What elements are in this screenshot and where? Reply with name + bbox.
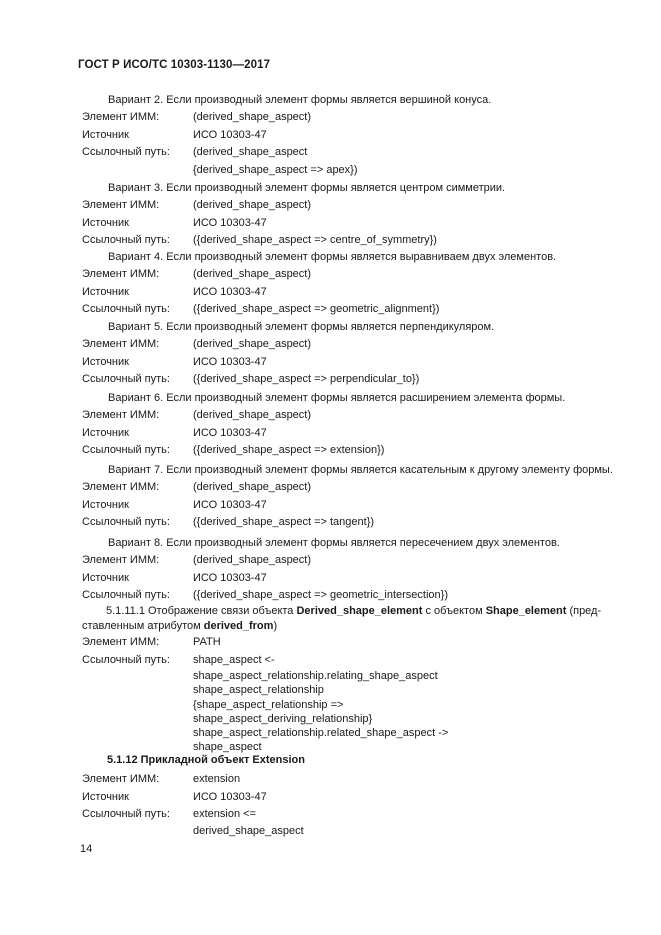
- mapping-row: [82, 587, 622, 605]
- mapping-row: [82, 109, 622, 127]
- mapping-value: (derived_shape_aspect): [193, 199, 312, 211]
- mapping-row: [82, 712, 622, 726]
- mapping-row: [82, 144, 622, 162]
- mapping-label: Ссылочный путь:: [82, 303, 170, 315]
- mapping-value: (derived_shape_aspect): [193, 481, 312, 493]
- mapping-row: [82, 197, 622, 215]
- mapping-value: ИСО 10303-47: [193, 571, 267, 584]
- mapping-row: [82, 806, 622, 824]
- mapping-label: Источник: [82, 790, 129, 803]
- mapping-label: Элемент ИММ:: [82, 554, 160, 566]
- tail-text: (пред-: [566, 605, 602, 617]
- mapping-label: Элемент ИММ:: [82, 409, 160, 421]
- variant-block: [82, 389, 622, 460]
- section-5-1-11-1: [82, 604, 622, 633]
- mapping-row: [82, 514, 622, 532]
- mapping-row: [82, 771, 622, 789]
- mapping-row: [82, 497, 622, 515]
- mapping-label: Ссылочный путь:: [82, 146, 170, 158]
- variant-intro: Вариант 5. Если производный элемент формы является перпендикуляром.: [108, 321, 495, 333]
- mapping-label: Источник: [82, 216, 129, 229]
- variant-intro: Вариант 6. Если производный элемент формы является расширением элемента формы.: [108, 392, 566, 404]
- mapping-row: [82, 570, 622, 588]
- section-number-text: 5.1.11.1 Отображение связи объекта: [106, 605, 297, 617]
- mapping-value: (derived_shape_aspect): [193, 338, 312, 350]
- connector-text: с объектом: [422, 605, 486, 617]
- object-name-shape-element: Shape_element: [485, 605, 567, 617]
- variant-intro: Вариант 2. Если производный элемент формы является вершиной конуса.: [108, 94, 492, 106]
- variant-block: [82, 318, 622, 389]
- mapping-row: [82, 284, 622, 302]
- section-5-1-11-1-mapping: [82, 634, 622, 755]
- mapping-row: [82, 552, 622, 570]
- mapping-label: Ссылочный путь:: [82, 516, 170, 528]
- mapping-row: [82, 698, 622, 712]
- mapping-row: [82, 425, 622, 443]
- mapping-value: shape_aspect: [193, 741, 262, 754]
- mapping-value: extension <=: [193, 808, 256, 820]
- object-name-derived-shape-element: Derived_shape_element: [296, 605, 423, 617]
- mapping-label: Источник: [82, 571, 129, 584]
- mapping-value: shape_aspect_relationship.relating_shape_aspect: [193, 670, 438, 682]
- mapping-row: [82, 740, 622, 754]
- variant-intro: Вариант 4. Если производный элемент формы является выравниваем двух элементов.: [108, 251, 557, 263]
- variant-intro: Вариант 7. Если производный элемент формы является касательным к другому элементу формы.: [108, 464, 613, 476]
- mapping-label: Элемент ИММ:: [82, 481, 160, 493]
- mapping-value: ({derived_shape_aspect => perpendicular_to}): [193, 373, 420, 385]
- mapping-label: Ссылочный путь:: [82, 589, 170, 601]
- mapping-row: [82, 442, 622, 460]
- mapping-value: ИСО 10303-47: [193, 498, 267, 511]
- mapping-value: shape_aspect_relationship.related_shape_aspect ->: [193, 727, 449, 740]
- variant-block: [82, 534, 622, 605]
- mapping-row: [82, 162, 622, 180]
- variant-intro: Вариант 8. Если производный элемент формы является пересечением двух элементов.: [108, 537, 560, 549]
- mapping-row: [82, 824, 622, 839]
- mapping-value: {shape_aspect_relationship =>: [193, 698, 344, 711]
- mapping-value: (derived_shape_aspect: [193, 146, 308, 158]
- section-5-1-12-title: 5.1.12 Прикладной объект Extension: [107, 754, 305, 766]
- mapping-label: Источник: [82, 285, 129, 298]
- mapping-value: ({derived_shape_aspect => geometric_alignment}): [193, 303, 440, 315]
- section-5-1-11-1-line1: [82, 604, 622, 619]
- mapping-value: ({derived_shape_aspect => tangent}): [193, 516, 375, 528]
- mapping-value: {derived_shape_aspect => apex}): [193, 163, 358, 176]
- mapping-label: Элемент ИММ:: [82, 199, 160, 211]
- attribute-name: derived_from: [203, 619, 274, 632]
- mapping-label: Ссылочный путь:: [82, 653, 170, 666]
- mapping-row: [82, 215, 622, 233]
- mapping-value: shape_aspect_relationship: [193, 684, 324, 697]
- mapping-value: (derived_shape_aspect): [193, 268, 312, 280]
- mapping-value: (derived_shape_aspect): [193, 409, 312, 421]
- mapping-row: [82, 479, 622, 497]
- mapping-label: Элемент ИММ:: [82, 268, 160, 280]
- mapping-row: [82, 266, 622, 284]
- page-number: 14: [80, 843, 93, 855]
- mapping-value: (derived_shape_aspect): [193, 111, 312, 123]
- mapping-row: [82, 634, 622, 652]
- mapping-label: Источник: [82, 128, 129, 141]
- mapping-row: [82, 407, 622, 425]
- mapping-value: ИСО 10303-47: [193, 216, 267, 229]
- mapping-row: [82, 371, 622, 389]
- line2-suffix: ): [273, 619, 278, 632]
- mapping-label: Элемент ИММ:: [82, 338, 160, 350]
- mapping-value: extension: [193, 773, 241, 785]
- mapping-value: ИСО 10303-47: [193, 285, 267, 298]
- mapping-value: ({derived_shape_aspect => geometric_intersection}): [193, 589, 448, 601]
- variant-intro: Вариант 3. Если производный элемент формы является центром симметрии.: [108, 182, 506, 194]
- mapping-value: (derived_shape_aspect): [193, 554, 312, 566]
- mapping-label: Элемент ИММ:: [82, 773, 160, 785]
- mapping-label: Ссылочный путь:: [82, 373, 170, 385]
- section-5-1-11-1-line2: [82, 619, 622, 634]
- mapping-row: [82, 354, 622, 372]
- mapping-value: shape_aspect_deriving_relationship}: [193, 712, 373, 725]
- mapping-value: shape_aspect <-: [193, 653, 275, 666]
- mapping-value: ИСО 10303-47: [193, 355, 267, 368]
- mapping-row: [82, 336, 622, 354]
- mapping-label: Источник: [82, 355, 129, 368]
- variant-block: [82, 91, 622, 179]
- mapping-value: PATH: [193, 636, 221, 648]
- line2-prefix: ставленным атрибутом: [82, 619, 204, 632]
- mapping-value: ({derived_shape_aspect => extension}): [193, 444, 385, 456]
- section-5-1-12-mapping: [82, 771, 622, 838]
- mapping-label: Ссылочный путь:: [82, 234, 170, 246]
- document-header: ГОСТ Р ИСО/ТС 10303-1130—2017: [78, 59, 271, 71]
- mapping-row: [82, 127, 622, 145]
- mapping-row: [82, 652, 622, 670]
- mapping-row: [82, 683, 622, 697]
- mapping-value: ИСО 10303-47: [193, 426, 267, 439]
- mapping-row: [82, 232, 622, 250]
- mapping-label: Элемент ИММ:: [82, 636, 160, 648]
- mapping-row: [82, 301, 622, 319]
- variant-block: [82, 248, 622, 319]
- variant-block: [82, 179, 622, 250]
- mapping-label: Источник: [82, 498, 129, 511]
- mapping-value: derived_shape_aspect: [193, 824, 304, 837]
- mapping-label: Источник: [82, 426, 129, 439]
- mapping-label: Ссылочный путь:: [82, 808, 170, 820]
- mapping-label: Ссылочный путь:: [82, 444, 170, 456]
- variant-block: [82, 461, 622, 532]
- mapping-value: ИСО 10303-47: [193, 790, 267, 803]
- mapping-row: [82, 726, 622, 740]
- mapping-value: ({derived_shape_aspect => centre_of_symmetry}): [193, 234, 437, 246]
- mapping-label: Элемент ИММ:: [82, 111, 160, 123]
- mapping-row: [82, 669, 622, 683]
- mapping-value: ИСО 10303-47: [193, 128, 267, 141]
- mapping-row: [82, 789, 622, 807]
